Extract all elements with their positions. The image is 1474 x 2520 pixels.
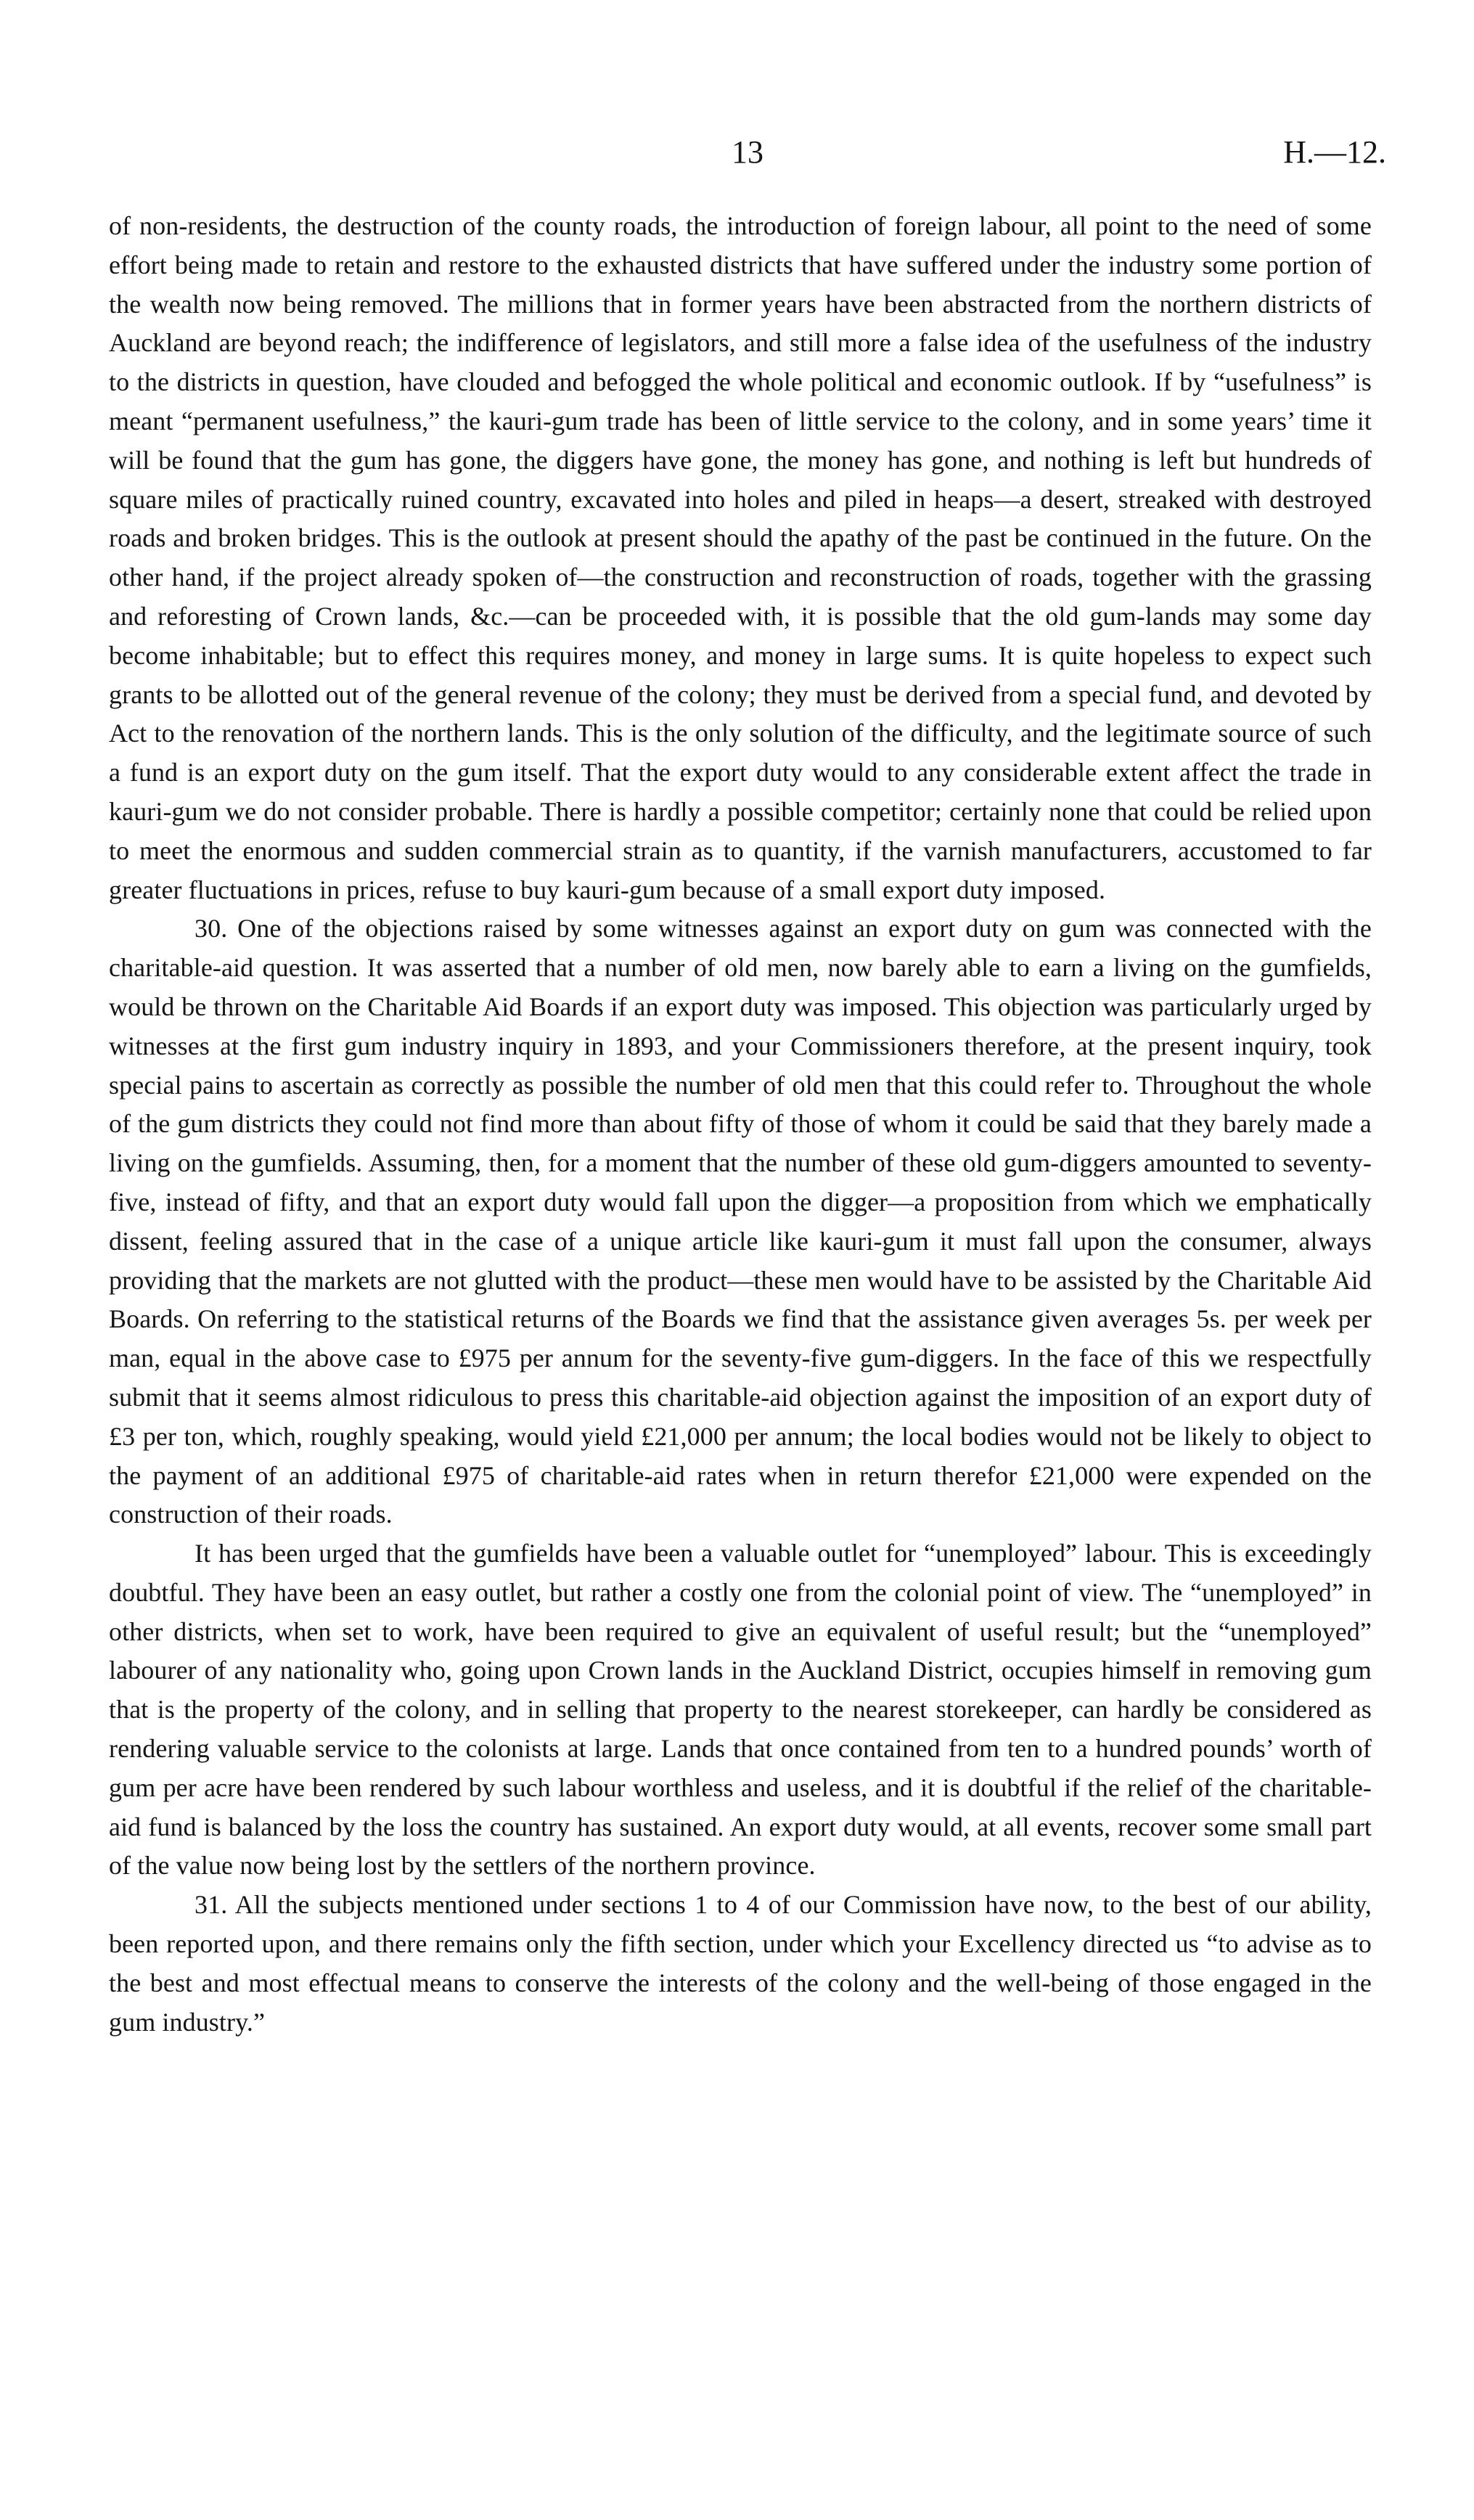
body-text <box>109 207 1372 2042</box>
page-number: 13 <box>732 134 763 170</box>
page-header <box>109 131 1386 181</box>
paragraph-section-31: 31. All the subjects mentioned under sections 1 to 4 of our Commission have now, to the best of our ability, been reported upon, and there remains only the fifth section, under which your Excellency directed us “to advise as to the best and most effectual means to conserve the interests of the colony and the well-being of those engaged in the gum industry.” <box>109 1890 1372 2037</box>
paragraph-continuation: of non-residents, the destruction of the county roads, the introduction of foreign labour, all point to the need of some effort being made to retain and restore to the exhausted districts that have suffered under the industry some portion of the wealth now being removed. The millions that in former years have been abstracted from the northern districts of Auckland are beyond reach; the indifference of legislators, and still more a false idea of the usefulness of the industry to the districts in question, have clouded and befogged the whole political and economic outlook. If by “usefulness” is meant “permanent usefulness,” the kauri-gum trade has been of little service to the colony, and in some years’ time it will be found that the gum has gone, the diggers have gone, the money has gone, and nothing is left but hundreds of square miles of practically ruined country, excavated into holes and piled in heaps—a desert, streaked with destroyed roads and broken bridges. This is the outlook at present should the apathy of the past be continued in the future. On the other hand, if the project already spoken of—the construction and reconstruction of roads, together with the grassing and reforesting of Crown lands, &c.—can be proceeded with, it is possible that the old gum-lands may some day become inhabitable; but to effect this requires money, and money in large sums. It is quite hopeless to expect such grants to be allotted out of the general revenue of the colony; they must be derived from a special fund, and devoted by Act to the renovation of the northern lands. This is the only solution of the difficulty, and the legitimate source of such a fund is an export duty on the gum itself. That the export duty would to any considerable extent affect the trade in kauri-gum we do not consider probable. There is hardly a possible competitor; certainly none that could be relied upon to meet the enormous and sudden commercial strain as to quantity, if the varnish manufacturers, accustomed to far greater fluctuations in prices, refuse to buy kauri-gum because of a small export duty imposed. <box>109 211 1372 904</box>
paragraph-unemployed-labour: It has been urged that the gumfields have been a valuable outlet for “unemployed” labour. This is exceedingly doubtful. They have been an easy outlet, but rather a costly one from the colonial point of view. The “unemployed” in other districts, when set to work, have been required to give an equivalent of useful result; but the “unemployed” labourer of any nationality who, going upon Crown lands in the Auckland District, occupies himself in removing gum that is the property of the colony, and in selling that property to the nearest storekeeper, can hardly be considered as rendering valuable service to the colonists at large. Lands that once contained from ten to a hundred pounds’ worth of gum per acre have been rendered by such labour worthless and useless, and it is doubtful if the relief of the charitable-aid fund is balanced by the loss the country has sustained. An export duty would, at all events, recover some small part of the value now being lost by the settlers of the northern province. <box>109 1539 1372 1881</box>
paragraph-section-30: 30. One of the objections raised by some witnesses against an export duty on gum was connected with the charitable-aid question. It was asserted that a number of old men, now barely able to earn a living on the gumfields, would be thrown on the Charitable Aid Boards if an export duty was imposed. This objection was particularly urged by witnesses at the first gum industry inquiry in 1893, and your Commissioners therefore, at the present inquiry, took special pains to ascertain as correctly as possible the number of old men that this could refer to. Throughout the whole of the gum districts they could not find more than about fifty of those of whom it could be said that they barely made a living on the gumfields. Assuming, then, for a moment that the number of these old gum-diggers amounted to seventy-five, instead of fifty, and that an export duty would fall upon the digger—a proposition from which we emphatically dissent, feeling assured that in the case of a unique article like kauri-gum it must fall upon the consumer, always providing that the markets are not glutted with the product—these men would have to be assisted by the Charitable Aid Boards. On referring to the statistical returns of the Boards we find that the assistance given averages 5s. per week per man, equal in the above case to £975 per annum for the seventy-five gum-diggers. In the face of this we respectfully submit that it seems almost ridiculous to press this charitable-aid objection against the imposition of an export duty of £3 per ton, which, roughly speaking, would yield £21,000 per annum; the local bodies would not be likely to object to the payment of an additional £975 of charitable-aid rates when in return therefor £21,000 were expended on the construction of their roads. <box>109 914 1372 1529</box>
document-reference: H.—12. <box>1283 134 1386 170</box>
